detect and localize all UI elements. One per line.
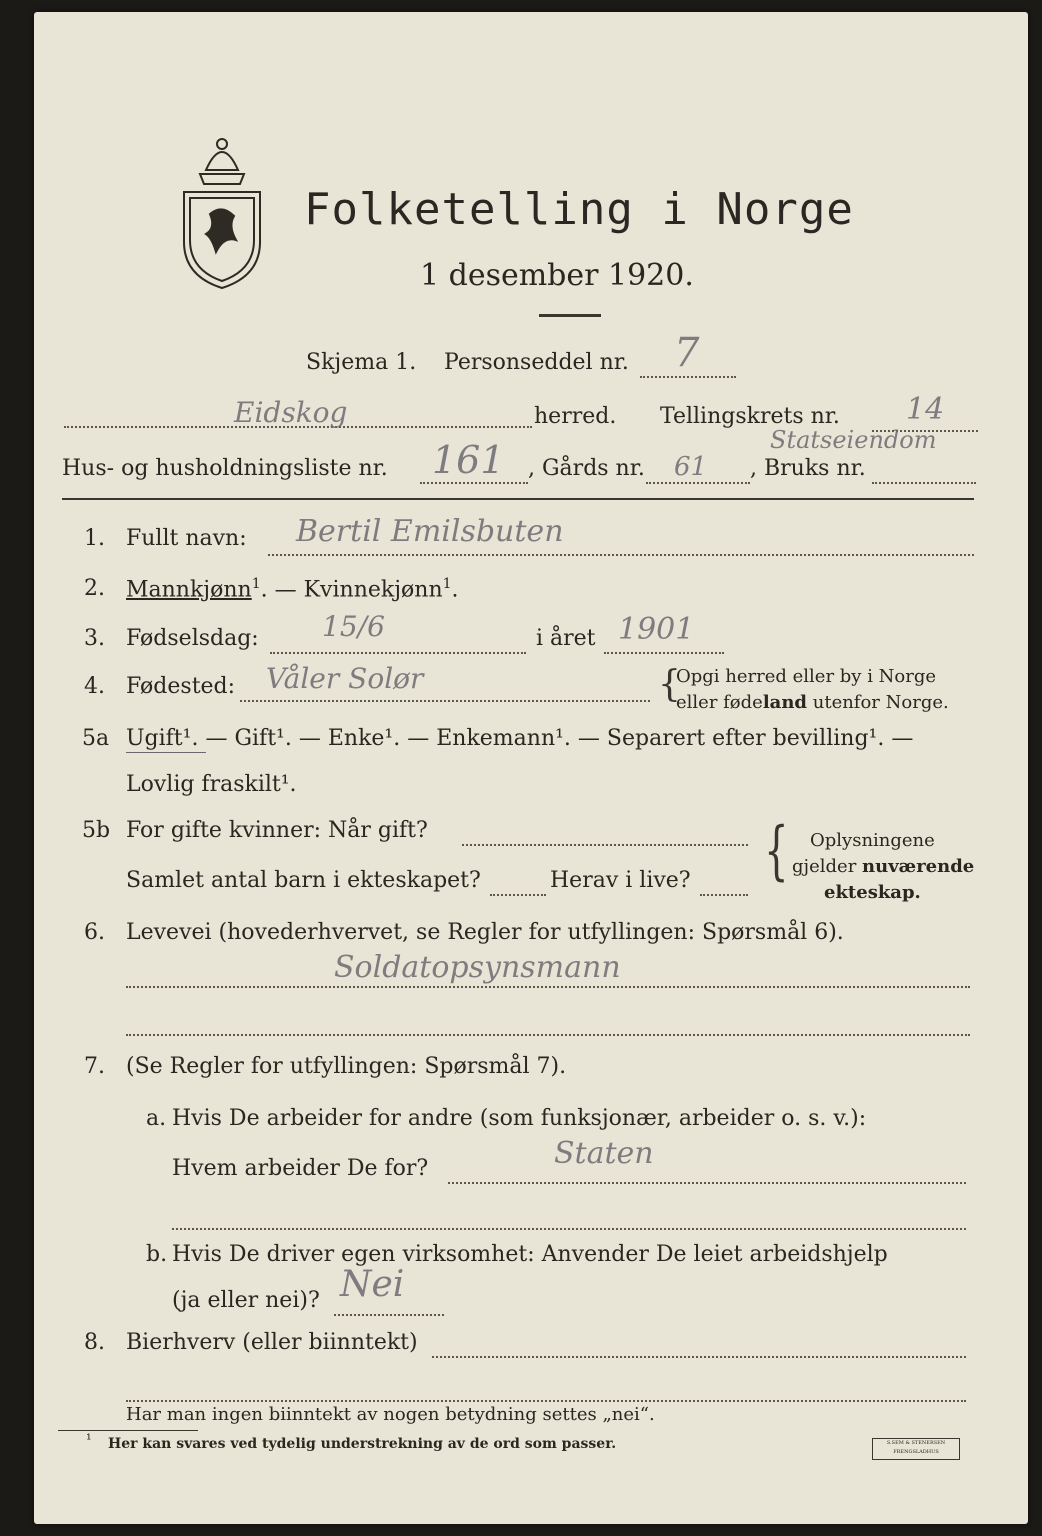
q7b-yesno-label: (ja eller nei)? [172, 1288, 320, 1313]
q1-value[interactable]: Bertil Emilsbuten [296, 514, 564, 549]
q2-options: Mannkjønn$^1$. — Kvinnekjønn$^1$. [126, 576, 459, 603]
q4-note-line2: eller fødeland utenfor Norge. [676, 692, 949, 713]
herred-label: herred. [534, 404, 617, 429]
q4-line [240, 700, 650, 702]
q5b-alive-label: Herav i live? [550, 868, 691, 893]
q7a-line2 [172, 1228, 966, 1230]
q5b-line [462, 844, 748, 846]
q5b-note-line1: Oplysningene [810, 830, 935, 851]
title-divider [539, 314, 601, 317]
q4-value[interactable]: Våler Solør [266, 662, 424, 695]
form-title: Folketelling i Norge [304, 184, 854, 235]
bruks-line [872, 482, 976, 484]
q6-label: Levevei (hovederhvervet, se Regler for utfyllingen: Spørsmål 6). [126, 920, 844, 945]
q1-label: Fullt navn: [126, 526, 247, 551]
husliste-line [420, 482, 528, 484]
q7a-employer-label: Hvem arbeider De for? [172, 1156, 429, 1181]
footnote-text: Her kan svares ved tydelig understrekning av de ord som passer. [108, 1436, 617, 1452]
q7-number: 7. [84, 1054, 105, 1079]
footnote-divider [58, 1430, 198, 1431]
q5b-children-line [490, 894, 546, 896]
printer-stamp: S.SEM & STENERSEN FRENGSLADHUS [872, 1438, 960, 1460]
q3-year-label: i året [536, 626, 596, 651]
gards-label: , Gårds nr. [528, 456, 645, 481]
q7b-letter: b. [146, 1242, 168, 1267]
q2-male[interactable]: Mannkjønn [126, 577, 252, 603]
q2-number: 2. [84, 576, 105, 601]
q7a-value[interactable]: Staten [554, 1136, 654, 1171]
q5b-note-line2: gjelder nuværende [792, 856, 975, 877]
q5a-options-line2[interactable]: Lovlig fraskilt¹. [126, 772, 297, 797]
gards-value[interactable]: 61 [674, 452, 708, 482]
herred-value[interactable]: Eidskog [234, 396, 348, 429]
q5b-note-line3: ekteskap. [824, 882, 921, 903]
q5b-children-label: Samlet antal barn i ekteskapet? [126, 868, 481, 893]
husliste-value[interactable]: 161 [432, 438, 505, 482]
q5b-alive-line [700, 894, 748, 896]
tellingskrets-label: Tellingskrets nr. [660, 404, 840, 429]
q7b-label: Hvis De driver egen virksomhet: Anvender De leiet arbeidshjelp [172, 1242, 888, 1267]
tellingskrets-value[interactable]: 14 [906, 392, 945, 427]
q5a-options[interactable]: Ugift¹. — Gift¹. — Enke¹. — Enkemann¹. — Separert efter bevilling¹. — [126, 726, 914, 751]
q7a-letter: a. [146, 1106, 167, 1131]
gards-line [646, 482, 750, 484]
q4-brace: { [658, 664, 681, 705]
q5b-label: For gifte kvinner: Når gift? [126, 818, 428, 843]
q5a-number: 5a [82, 726, 110, 751]
bruks-value[interactable]: Statseiendom [770, 426, 937, 454]
personseddel-line [640, 376, 736, 378]
census-date: 1 desember 1920. [420, 258, 694, 293]
census-form [34, 12, 1028, 1524]
q3-number: 3. [84, 626, 105, 651]
q3-line [270, 652, 526, 654]
q4-label: Fødested: [126, 674, 236, 699]
q8-number: 8. [84, 1330, 105, 1355]
q3-year-line [604, 652, 724, 654]
personseddel-value[interactable]: 7 [674, 330, 700, 376]
q6-number: 6. [84, 920, 105, 945]
q4-number: 4. [84, 674, 105, 699]
footnote-mark: ¹ [86, 1432, 92, 1448]
q3-year-value[interactable]: 1901 [618, 612, 695, 647]
bruks-label: , Bruks nr. [750, 456, 866, 481]
q5b-number: 5b [82, 818, 111, 843]
q8-line1 [432, 1356, 966, 1358]
income-note: Har man ingen biinntekt av nogen betydning settes „nei“. [126, 1404, 655, 1425]
skjema-label: Skjema 1. [306, 350, 417, 375]
q4-note-line1: Opgi herred eller by i Norge [676, 666, 937, 687]
q7a-line1 [448, 1182, 966, 1184]
personseddel-label: Personseddel nr. [444, 350, 629, 375]
q7-label: (Se Regler for utfyllingen: Spørsmål 7). [126, 1054, 567, 1079]
q8-line2 [126, 1400, 966, 1402]
q6-line1 [126, 986, 970, 988]
q1-number: 1. [84, 526, 105, 551]
q5a-ugift-underline [126, 752, 206, 753]
q6-value[interactable]: Soldatopsynsmann [334, 950, 621, 985]
q7a-label: Hvis De arbeider for andre (som funksjonær, arbeider o. s. v.): [172, 1106, 867, 1131]
q1-line [268, 554, 974, 556]
husliste-label: Hus- og husholdningsliste nr. [62, 456, 388, 481]
q7b-line [334, 1314, 444, 1316]
q5b-brace: { [764, 814, 789, 888]
coat-of-arms-icon [176, 130, 268, 290]
q3-value[interactable]: 15/6 [322, 610, 385, 643]
q6-line2 [126, 1034, 970, 1036]
q7b-value[interactable]: Nei [340, 1264, 405, 1305]
q3-label: Fødselsdag: [126, 626, 259, 651]
q8-label: Bierhverv (eller biinntekt) [126, 1330, 418, 1355]
header-divider [62, 498, 974, 500]
